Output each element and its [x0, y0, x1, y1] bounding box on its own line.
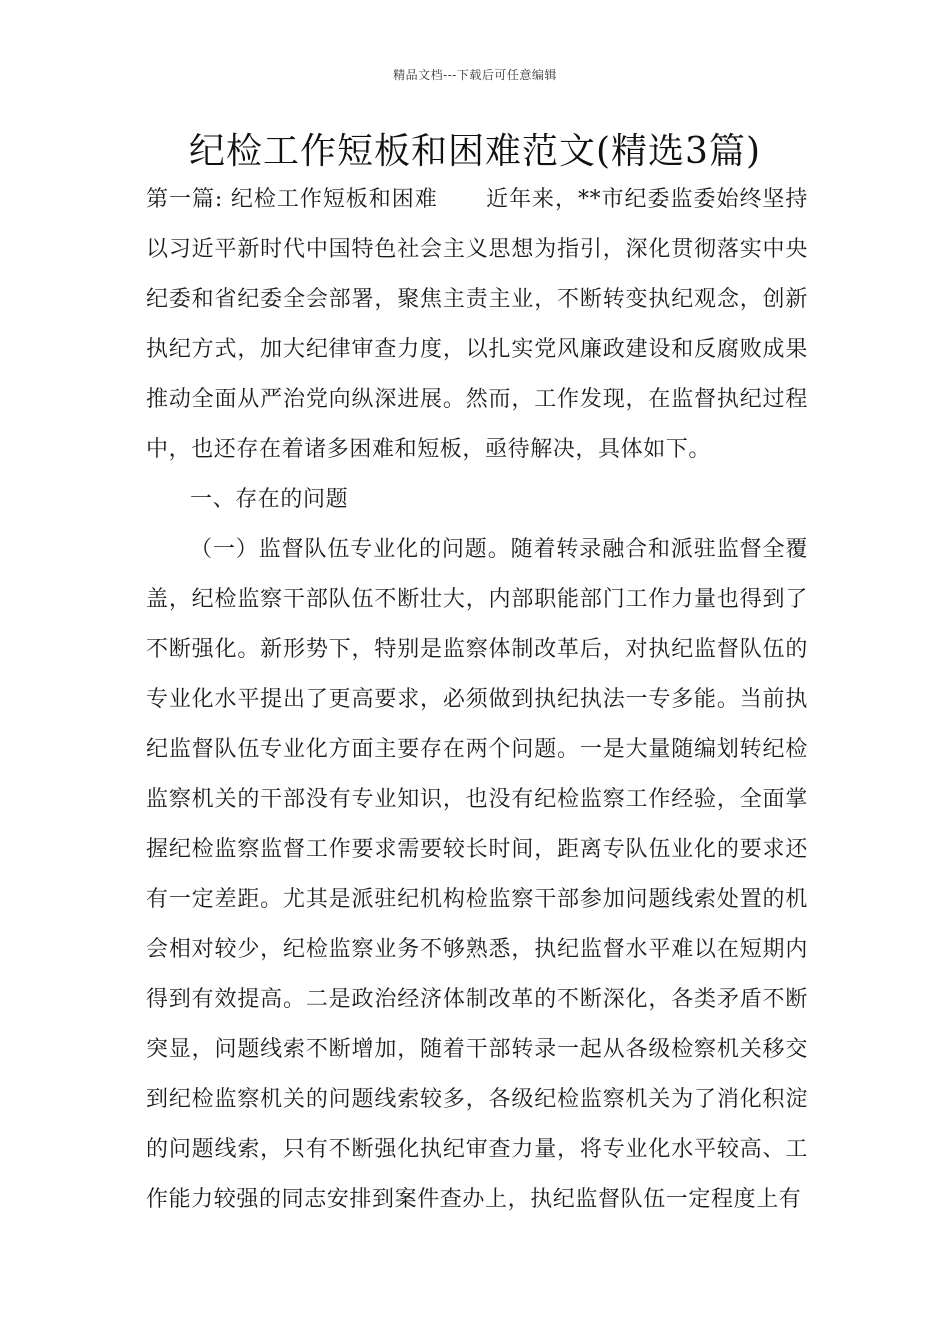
section-label: 第一篇: 纪检工作短板和困难 [146, 187, 438, 212]
header-note: 精品文档---下载后可任意编辑 [393, 68, 557, 82]
intro-paragraph [146, 175, 808, 475]
section-heading: 一、存在的问题 [190, 487, 349, 512]
intro-text: 近年来，**市纪委监委始终坚持以习近平新时代中国特色社会主义思想为指引，深化贯彻落实中央纪委和省纪委全会部署，聚焦主责主业，不断转变执纪观念，创新执纪方式，加大纪律审查力度，以扎实党风廉政建设和反腐败成果推动全面从严治党向纵深进展。然而，工作发现，在监督执纪过程中，也还存在着诸多困难和短板，亟待解决，具体如下。 [146, 187, 808, 462]
document-title: 纪检工作短板和困难范文(精选3篇) [189, 131, 761, 172]
body-paragraph: （一）监督队伍专业化的问题。随着转录融合和派驻监督全覆盖，纪检监察干部队伍不断壮大，内部职能部门工作力量也得到了不断强化。新形势下，特别是监察体制改革后，对执纪监督队伍的专业化水平提出了更高要求，必须做到执纪执法一专多能。当前执纪监督队伍专业化方面主要存在两个问题。一是大量随编划转纪检监察机关的干部没有专业知识，也没有纪检监察工作经验，全面掌握纪检监察监督工作要求需要较长时间，距离专队伍业化的要求还有一定差距。尤其是派驻纪机构检监察干部参加问题线索处置的机会相对较少，纪检监察业务不够熟悉，执纪监督水平难以在短期内得到有效提高。二是政治经济体制改革的不断深化，各类矛盾不断突显，问题线索不断增加，随着干部转录一起从各级检察机关移交到纪检监察机关的问题线索较多，各级纪检监察机关为了消化积淀的问题线索，只有不断强化执纪审查力量，将专业化水平较高、工作能力较强的同志安排到案件查办上，执纪监督队伍一定程度上有 [146, 537, 808, 1212]
